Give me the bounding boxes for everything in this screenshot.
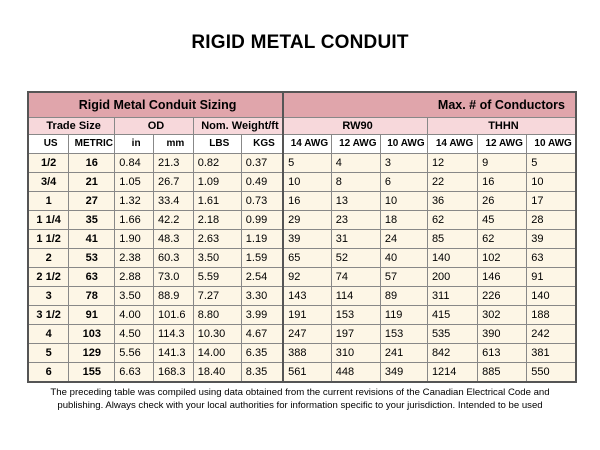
table-cell: 42.2 [153, 211, 193, 230]
table-cell: 63 [69, 268, 115, 287]
table-cell: 302 [478, 306, 527, 325]
table-cell: 241 [380, 344, 427, 363]
table-cell: 1.09 [193, 173, 241, 192]
table-cell: 153 [331, 306, 380, 325]
table-cell: 10.30 [193, 325, 241, 344]
table-cell: 4.00 [115, 306, 154, 325]
subheader-od: OD [115, 118, 193, 135]
table-cell: 5 [527, 154, 576, 173]
table-cell: 3.50 [193, 249, 241, 268]
table-cell: 16 [69, 154, 115, 173]
table-cell: 390 [478, 325, 527, 344]
table-cell: 28 [527, 211, 576, 230]
table-cell: 1 1/2 [28, 230, 69, 249]
table-cell: 3.30 [241, 287, 283, 306]
table-cell: 0.99 [241, 211, 283, 230]
table-cell: 17 [527, 192, 576, 211]
table-cell: 88.9 [153, 287, 193, 306]
table-cell: 226 [478, 287, 527, 306]
table-cell: 3 [28, 287, 69, 306]
table-cell: 448 [331, 363, 380, 383]
table-cell: 188 [527, 306, 576, 325]
table-cell: 36 [427, 192, 477, 211]
table-cell: 18 [380, 211, 427, 230]
table-cell: 6 [28, 363, 69, 383]
table-cell: 0.49 [241, 173, 283, 192]
footer-note [0, 386, 600, 412]
table-row [28, 192, 576, 211]
column-header: 14 AWG [427, 135, 477, 154]
column-header: 12 AWG [478, 135, 527, 154]
table-cell: 53 [69, 249, 115, 268]
table-cell: 114.3 [153, 325, 193, 344]
table-cell: 40 [380, 249, 427, 268]
table-cell: 91 [527, 268, 576, 287]
table-cell: 146 [478, 268, 527, 287]
table-cell: 21 [69, 173, 115, 192]
conduit-table [27, 91, 577, 383]
table-cell: 8.80 [193, 306, 241, 325]
table-cell: 1.66 [115, 211, 154, 230]
table-cell: 140 [527, 287, 576, 306]
table-cell: 102 [478, 249, 527, 268]
table-cell: 16 [283, 192, 331, 211]
table-cell: 0.82 [193, 154, 241, 173]
table-cell: 3 [380, 154, 427, 173]
table-cell: 114 [331, 287, 380, 306]
table-cell: 78 [69, 287, 115, 306]
table-cell: 153 [380, 325, 427, 344]
table-cell: 21.3 [153, 154, 193, 173]
table-cell: 5 [28, 344, 69, 363]
table-cell: 0.37 [241, 154, 283, 173]
table-row [28, 363, 576, 383]
page-title: RIGID METAL CONDUIT [191, 32, 409, 53]
column-header: METRIC [69, 135, 115, 154]
table-cell: 885 [478, 363, 527, 383]
table-cell: 5.56 [115, 344, 154, 363]
table-cell: 16 [478, 173, 527, 192]
table-cell: 143 [283, 287, 331, 306]
table-row [28, 287, 576, 306]
column-header: mm [153, 135, 193, 154]
table-cell: 310 [331, 344, 380, 363]
table-cell: 349 [380, 363, 427, 383]
table-row [28, 173, 576, 192]
table-cell: 1214 [427, 363, 477, 383]
table-cell: 39 [527, 230, 576, 249]
table-row [28, 344, 576, 363]
table-cell: 62 [427, 211, 477, 230]
table-cell: 8.35 [241, 363, 283, 383]
table-cell: 2 [28, 249, 69, 268]
table-cell: 74 [331, 268, 380, 287]
table-cell: 200 [427, 268, 477, 287]
table-row [28, 306, 576, 325]
column-header: 14 AWG [283, 135, 331, 154]
table-cell: 5.59 [193, 268, 241, 287]
table-cell: 23 [331, 211, 380, 230]
table-cell: 52 [331, 249, 380, 268]
table-cell: 13 [331, 192, 380, 211]
table-cell: 10 [283, 173, 331, 192]
table-cell: 29 [283, 211, 331, 230]
column-header: 10 AWG [380, 135, 427, 154]
table-cell: 31 [331, 230, 380, 249]
table-cell: 26.7 [153, 173, 193, 192]
table-cell: 535 [427, 325, 477, 344]
table-cell: 35 [69, 211, 115, 230]
table-cell: 4.67 [241, 325, 283, 344]
table-cell: 4 [28, 325, 69, 344]
table-cell: 1.90 [115, 230, 154, 249]
table-cell: 24 [380, 230, 427, 249]
table-cell: 381 [527, 344, 576, 363]
table-cell: 1.59 [241, 249, 283, 268]
table-cell: 1 1/4 [28, 211, 69, 230]
table-cell: 3/4 [28, 173, 69, 192]
table-cell: 119 [380, 306, 427, 325]
table-cell: 613 [478, 344, 527, 363]
column-header: US [28, 135, 69, 154]
column-header: 12 AWG [331, 135, 380, 154]
table-cell: 57 [380, 268, 427, 287]
table-cell: 9 [478, 154, 527, 173]
group-header-conductors: Max. # of Conductors [283, 92, 576, 118]
table-row [28, 268, 576, 287]
table-cell: 311 [427, 287, 477, 306]
table-cell: 155 [69, 363, 115, 383]
table-cell: 14.00 [193, 344, 241, 363]
table-row [28, 249, 576, 268]
column-header: LBS [193, 135, 241, 154]
table-row [28, 325, 576, 344]
table-cell: 550 [527, 363, 576, 383]
table-row [28, 230, 576, 249]
subheader-trade-size: Trade Size [28, 118, 115, 135]
table-cell: 247 [283, 325, 331, 344]
table-cell: 103 [69, 325, 115, 344]
table-cell: 3.50 [115, 287, 154, 306]
table-cell: 2.88 [115, 268, 154, 287]
table-cell: 561 [283, 363, 331, 383]
table-cell: 1/2 [28, 154, 69, 173]
table-cell: 1.61 [193, 192, 241, 211]
table-row [28, 154, 576, 173]
table-cell: 141.3 [153, 344, 193, 363]
subheader-weight: Nom. Weight/ft [193, 118, 283, 135]
table-cell: 62 [478, 230, 527, 249]
table-cell: 191 [283, 306, 331, 325]
table-row [28, 211, 576, 230]
table-cell: 2 1/2 [28, 268, 69, 287]
table-cell: 39 [283, 230, 331, 249]
table-cell: 41 [69, 230, 115, 249]
table-cell: 18.40 [193, 363, 241, 383]
table-cell: 2.54 [241, 268, 283, 287]
table-cell: 7.27 [193, 287, 241, 306]
table-cell: 2.63 [193, 230, 241, 249]
table-cell: 415 [427, 306, 477, 325]
table-cell: 168.3 [153, 363, 193, 383]
table-cell: 10 [380, 192, 427, 211]
table-cell: 5 [283, 154, 331, 173]
table-cell: 33.4 [153, 192, 193, 211]
table-cell: 8 [331, 173, 380, 192]
footer-line: The preceding table was compiled using data obtained from the current revisions of the Canadian Electrical Code and [50, 387, 550, 398]
table-cell: 91 [69, 306, 115, 325]
table-cell: 140 [427, 249, 477, 268]
table-cell: 3 1/2 [28, 306, 69, 325]
table-cell: 842 [427, 344, 477, 363]
table-cell: 0.84 [115, 154, 154, 173]
table-cell: 0.73 [241, 192, 283, 211]
table-cell: 3.99 [241, 306, 283, 325]
table-cell: 4.50 [115, 325, 154, 344]
table-cell: 65 [283, 249, 331, 268]
table-cell: 48.3 [153, 230, 193, 249]
table-cell: 22 [427, 173, 477, 192]
table-cell: 129 [69, 344, 115, 363]
table-cell: 1.19 [241, 230, 283, 249]
table-cell: 60.3 [153, 249, 193, 268]
table-cell: 26 [478, 192, 527, 211]
column-header: 10 AWG [527, 135, 576, 154]
table-cell: 1 [28, 192, 69, 211]
table-cell: 12 [427, 154, 477, 173]
group-header-sizing: Rigid Metal Conduit Sizing [28, 92, 283, 118]
table-cell: 4 [331, 154, 380, 173]
table-cell: 197 [331, 325, 380, 344]
table-cell: 1.05 [115, 173, 154, 192]
table-cell: 85 [427, 230, 477, 249]
table-cell: 73.0 [153, 268, 193, 287]
subheader-rw90: RW90 [283, 118, 427, 135]
table-cell: 27 [69, 192, 115, 211]
table-cell: 6.63 [115, 363, 154, 383]
table-cell: 45 [478, 211, 527, 230]
table-cell: 1.32 [115, 192, 154, 211]
table-cell: 63 [527, 249, 576, 268]
table-cell: 10 [527, 173, 576, 192]
subheader-thhn: THHN [427, 118, 576, 135]
table-cell: 242 [527, 325, 576, 344]
table-cell: 92 [283, 268, 331, 287]
column-header: in [115, 135, 154, 154]
table-cell: 101.6 [153, 306, 193, 325]
table-cell: 6 [380, 173, 427, 192]
column-header: KGS [241, 135, 283, 154]
footer-line: publishing. Always check with your local authorities for information specific to your jurisdiction. Intended to be used [57, 400, 543, 411]
table-cell: 388 [283, 344, 331, 363]
table-cell: 2.18 [193, 211, 241, 230]
table-cell: 2.38 [115, 249, 154, 268]
table-cell: 89 [380, 287, 427, 306]
table-cell: 6.35 [241, 344, 283, 363]
